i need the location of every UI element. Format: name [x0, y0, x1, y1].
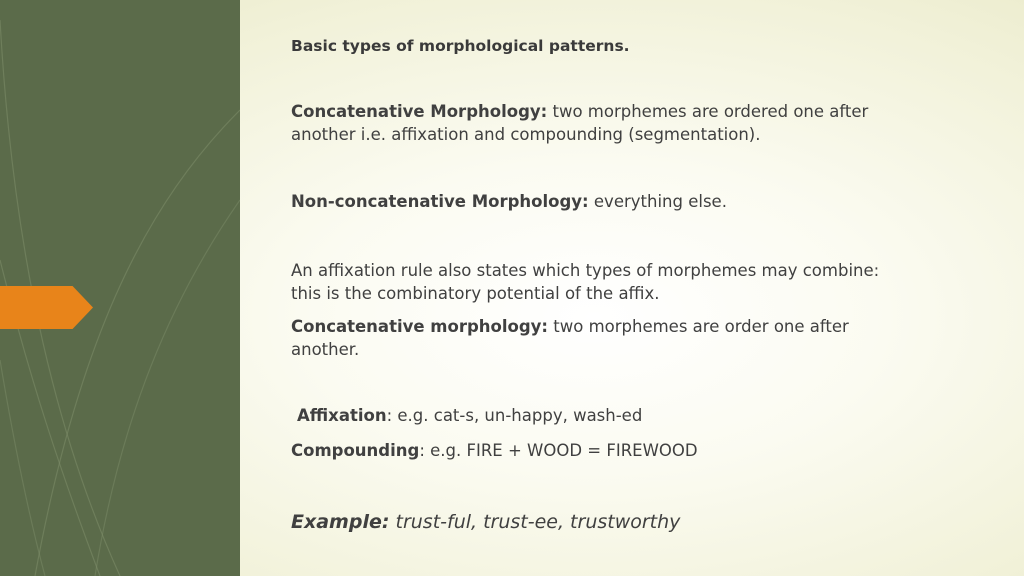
affix-rule-line-2: this is the combinatory potential of the affix.	[291, 284, 660, 303]
affix-rule-line-1: An affixation rule also states which types of morphemes may combine:	[291, 261, 880, 280]
example-term: Example:	[291, 511, 390, 533]
compounding-text: : e.g. FIRE + WOOD = FIREWOOD	[419, 441, 698, 460]
concat-line-1	[291, 101, 868, 123]
compounding-line	[291, 440, 698, 462]
concat-text-1: two morphemes are ordered one after	[547, 102, 869, 121]
concat2-term: Concatenative morphology:	[291, 317, 549, 336]
concat2-line-1	[291, 316, 849, 338]
affixation-term: Affixation	[297, 406, 387, 425]
example-text: trust-ful, trust-ee, trustworthy	[389, 511, 681, 533]
concat2-text-1: two morphemes are order one after	[548, 317, 849, 336]
compounding-term: Compounding	[291, 441, 420, 460]
example-line	[291, 511, 680, 533]
slide-heading: Basic types of morphological patterns.	[291, 37, 630, 55]
nonconcat-line	[291, 191, 727, 213]
concat-line-2: another i.e. affixation and compounding (segmentation).	[291, 125, 761, 144]
affixation-line	[297, 405, 642, 427]
concat-term: Concatenative Morphology:	[291, 102, 548, 121]
concat2-line-2: another.	[291, 340, 360, 359]
nonconcat-term: Non-concatenative Morphology:	[291, 192, 589, 211]
affixation-text: : e.g. cat-s, un-happy, wash-ed	[386, 406, 643, 425]
nonconcat-text: everything else.	[588, 192, 727, 211]
